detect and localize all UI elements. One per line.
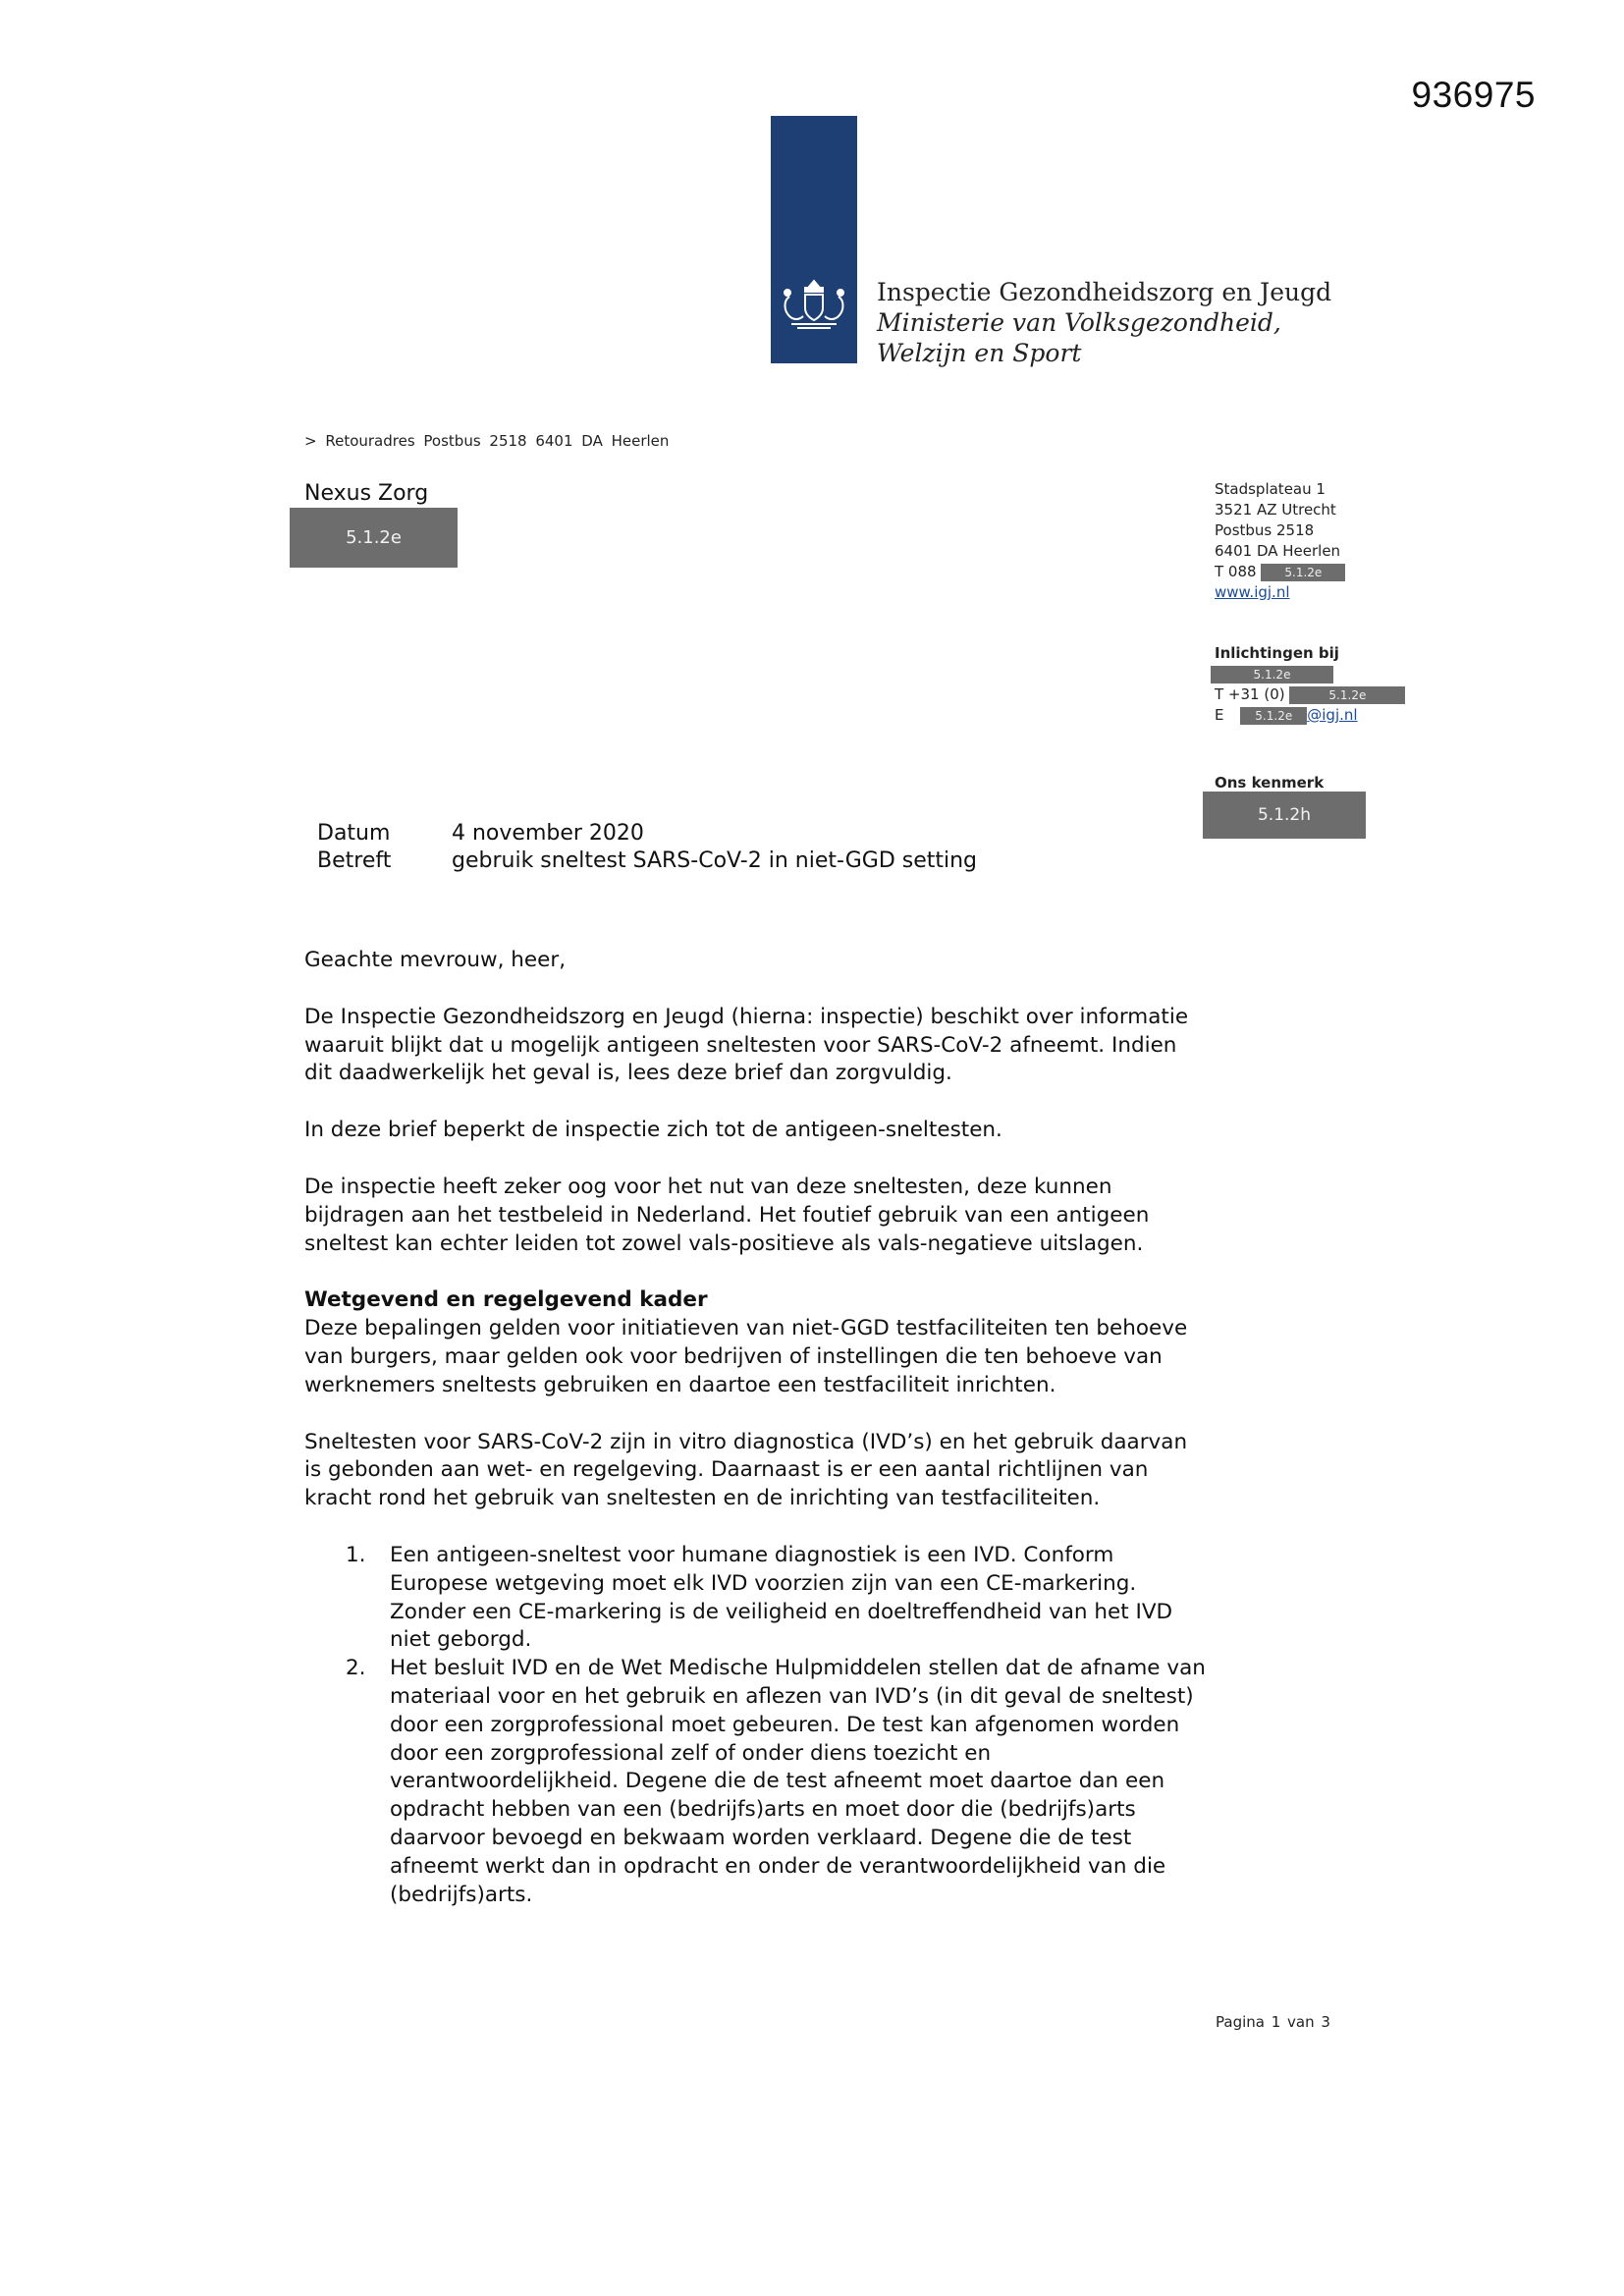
info-email-prefix: E <box>1215 706 1224 724</box>
sender-postbus: Postbus 2518 <box>1215 521 1315 539</box>
list-number: 2. <box>346 1656 366 1681</box>
sender-phone-prefix: T 088 <box>1215 563 1257 580</box>
letter-meta <box>317 820 977 875</box>
info-phone-prefix: T +31 (0) <box>1215 685 1285 703</box>
subject-value: gebruik sneltest SARS-CoV-2 in niet-GGD setting <box>452 848 978 873</box>
redaction-block: 5.1.2e <box>290 508 458 568</box>
website-link[interactable]: www.igj.nl <box>1215 583 1290 601</box>
numbered-list <box>304 1542 1208 1909</box>
redaction-block: 5.1.2e <box>1261 564 1345 581</box>
reference-heading: Ons kenmerk <box>1215 774 1325 792</box>
sender-address <box>1215 479 1345 603</box>
organization-name <box>877 277 1331 368</box>
return-address: > Retouradres Postbus 2518 6401 DA Heerlen <box>304 432 670 450</box>
sender-city: 3521 AZ Utrecht <box>1215 501 1336 519</box>
paragraph: In deze brief beperkt de inspectie zich tot de antigeen-sneltesten. <box>304 1118 1002 1143</box>
paragraph: Deze bepalingen gelden voor initiatieven van niet-GGD testfaciliteiten ten behoeve van burgers, maar gelden ook voor bedrijven of instellingen die ten behoeve van werknemers sneltests gebruiken en daartoe een testfaciliteit inrichten. <box>304 1316 1188 1397</box>
date-value: 4 november 2020 <box>452 821 644 846</box>
redaction-block: 5.1.2e <box>1289 686 1405 704</box>
info-heading: Inlichtingen bij <box>1215 644 1339 662</box>
letter-body <box>304 947 1208 1909</box>
date-label: Datum <box>317 821 391 846</box>
addressee-name: Nexus Zorg <box>304 481 429 506</box>
coat-of-arms-icon <box>778 275 850 338</box>
list-number: 1. <box>346 1542 366 1567</box>
list-item <box>346 1542 1208 1655</box>
paragraph: De Inspectie Gezondheidszorg en Jeugd (hierna: inspectie) beschikt over informatie waaruit blijkt dat u mogelijk antigeen sneltesten voor SARS-CoV-2 afneemt. Indien dit daadwerkelijk het geval is, lees deze brief dan zorgvuldig. <box>304 1004 1189 1086</box>
section-heading: Wetgevend en regelgevend kader <box>304 1287 708 1313</box>
list-item <box>346 1655 1208 1909</box>
government-logo <box>771 116 857 363</box>
paragraph: Sneltesten voor SARS-CoV-2 zijn in vitro diagnostica (IVD’s) en het gebruik daarvan is gebonden aan wet- en regelgeving. Daarnaast is er een aantal richtlijnen van kracht rond het gebruik van sneltesten en de inrichting van testfaciliteiten. <box>304 1429 1188 1511</box>
sender-postcity: 6401 DA Heerlen <box>1215 542 1341 560</box>
org-name-line1: Inspectie Gezondheidszorg en Jeugd <box>877 278 1332 306</box>
page-number: Pagina 1 van 3 <box>1216 2013 1330 2031</box>
org-name-line3: Welzijn en Sport <box>877 339 1082 367</box>
sender-phone <box>1215 562 1345 582</box>
org-name-line2: Ministerie van Volksgezondheid, <box>877 308 1281 337</box>
salutation: Geachte mevrouw, heer, <box>304 948 567 972</box>
contact-info <box>1215 643 1405 726</box>
subject-label: Betreft <box>317 848 392 873</box>
sender-street: Stadsplateau 1 <box>1215 480 1326 498</box>
document-number: 936975 <box>1411 75 1536 115</box>
redaction-block: 5.1.2e <box>1211 666 1333 683</box>
redaction-block: 5.1.2h <box>1203 792 1366 839</box>
list-text: Een antigeen-sneltest voor humane diagnostiek is een IVD. Conform Europese wetgeving moet elk IVD voorzien zijn van een CE-markering. Zonder een CE-markering is de veiligheid en doeltreffendheid van het IVD niet geborgd. <box>390 1542 1173 1653</box>
email-domain-link[interactable]: @igj.nl <box>1307 706 1358 724</box>
paragraph: De inspectie heeft zeker oog voor het nut van deze sneltesten, deze kunnen bijdragen aan het testbeleid in Nederland. Het foutief gebruik van een antigeen sneltest kan echter leiden tot zowel vals-positieve als vals-negatieve uitslagen. <box>304 1174 1150 1256</box>
list-text: Het besluit IVD en de Wet Medische Hulpmiddelen stellen dat de afname van materiaal voor en het gebruik en aflezen van IVD’s (in dit geval de sneltest) door een zorgprofessional moet gebeuren. De test kan afgenomen worden door een zorgprofessional zelf of onder diens toezicht en verantwoordelijkheid. Degene die de test afneemt moet daartoe dan een opdracht hebben van een (bedrijfs)arts en moet door die (bedrijfs)arts daarvoor bevoegd en bekwaam worden verklaard. Degene die de test afneemt werkt dan in opdracht en onder de verantwoordelijkheid van die (bedrijfs)arts. <box>390 1656 1206 1907</box>
redaction-block: 5.1.2e <box>1240 707 1307 725</box>
